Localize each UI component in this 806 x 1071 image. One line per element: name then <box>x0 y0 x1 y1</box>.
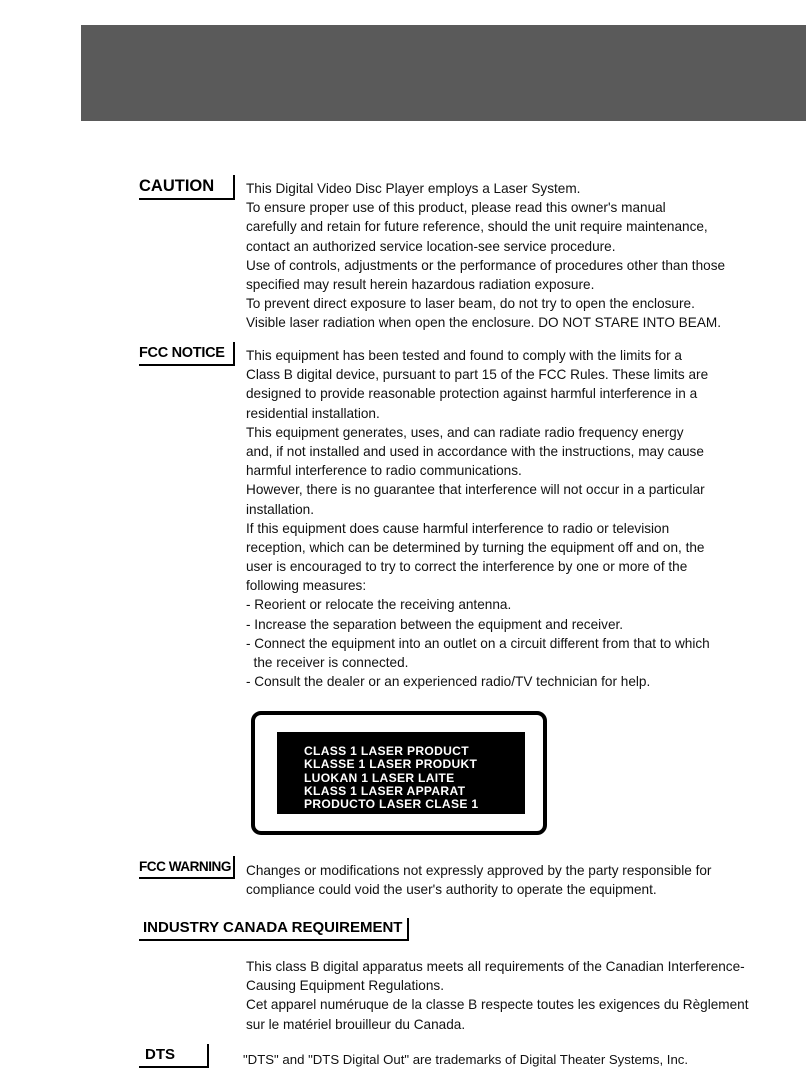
fcc-warning-label <box>139 860 231 874</box>
text-line: harmful interference to radio communications. <box>246 463 522 479</box>
caution-label <box>139 178 214 195</box>
text-line: following measures: <box>246 578 367 594</box>
laser-line: KLASS 1 LASER APPARAT <box>304 783 466 798</box>
header-band <box>81 25 806 121</box>
laser-line: PRODUCTO LASER CLASE 1 <box>304 797 479 812</box>
industry-canada-text <box>246 957 749 1034</box>
text-line: user is encouraged to try to correct the interference by one or more of the <box>246 559 688 575</box>
dts-label <box>145 1047 175 1062</box>
caution-label-text: CAUTION <box>139 177 215 195</box>
laser-label-inner <box>277 732 525 814</box>
text-line: To ensure proper use of this product, please read this owner's manual <box>246 200 666 216</box>
text-line: contact an authorized service location-see service procedure. <box>246 238 616 254</box>
text-line: sur le matériel brouilleur du Canada. <box>246 1016 466 1032</box>
fcc-notice-text <box>246 346 710 691</box>
text-line: - Increase the separation between the equipment and receiver. <box>246 616 624 632</box>
industry-canada-label-text: INDUSTRY CANADA REQUIREMENT <box>143 919 403 936</box>
fcc-notice-underline <box>139 364 235 366</box>
text-line: - Connect the equipment into an outlet on a circuit different from that to which <box>246 635 710 651</box>
text-line: reception, which can be determined by turning the equipment off and on, the <box>246 539 705 555</box>
dts-underline <box>139 1066 209 1068</box>
fcc-notice-label-text: FCC NOTICE <box>139 345 225 361</box>
text-line: designed to provide reasonable protection against harmful interference in a <box>246 386 698 402</box>
text-line: Changes or modifications not expressly approved by the party responsible for <box>246 863 712 878</box>
caution-text <box>246 179 725 333</box>
text-line: This Digital Video Disc Player employs a Laser System. <box>246 181 581 196</box>
text-line: and, if not installed and used in accordance with the instructions, may cause <box>246 443 704 459</box>
text-line: carefully and retain for future reference, should the unit require maintenance, <box>246 219 708 235</box>
text-line: This class B digital apparatus meets all requirements of the Canadian Interference- <box>246 959 745 974</box>
caution-bar <box>233 175 235 200</box>
text-line: installation. <box>246 501 315 517</box>
fcc-notice-bar <box>233 342 235 366</box>
text-line: compliance could void the user's authority to operate the equipment. <box>246 882 657 898</box>
dts-text <box>243 1050 688 1069</box>
text-line: Causing Equipment Regulations. <box>246 978 444 994</box>
dts-label-text: DTS <box>145 1046 175 1063</box>
laser-line: CLASS 1 LASER PRODUCT <box>304 744 469 758</box>
fcc-warning-text <box>246 861 711 899</box>
industry-canada-bar <box>407 918 409 941</box>
laser-line: KLASSE 1 LASER PRODUKT <box>304 757 478 772</box>
caution-underline <box>139 198 235 200</box>
text-line: - Reorient or relocate the receiving antenna. <box>246 597 512 613</box>
industry-canada-underline <box>139 939 409 941</box>
text-line: - Consult the dealer or an experienced radio/TV technician for help. <box>246 674 651 690</box>
text-line: "DTS" and "DTS Digital Out" are trademarks of Digital Theater Systems, Inc. <box>243 1052 689 1067</box>
dts-bar <box>207 1044 209 1068</box>
fcc-warning-label-text: FCC WARNING <box>139 859 231 874</box>
text-line: Use of controls, adjustments or the performance of procedures other than those <box>246 257 726 273</box>
text-line: Cet apparel numéruque de la classe B respecte toutes les exigences du Règlement <box>246 997 749 1013</box>
fcc-notice-label <box>139 346 225 361</box>
text-line: This equipment generates, uses, and can radiate radio frequency energy <box>246 424 684 440</box>
laser-product-label <box>251 711 547 835</box>
text-line: Visible laser radiation when open the enclosure. DO NOT STARE INTO BEAM. <box>246 315 721 331</box>
text-line: Class B digital device, pursuant to part 15 of the FCC Rules. These limits are <box>246 367 709 383</box>
industry-canada-label <box>143 920 402 935</box>
laser-line: LUOKAN 1 LASER LAITE <box>304 770 455 785</box>
text-line: the receiver is connected. <box>246 655 409 670</box>
fcc-warning-bar <box>233 856 235 879</box>
text-line: residential installation. <box>246 405 380 421</box>
text-line: specified may result herein hazardous radiation exposure. <box>246 276 595 292</box>
text-line: To prevent direct exposure to laser beam, do not try to open the enclosure. <box>246 296 695 312</box>
fcc-warning-underline <box>139 877 235 879</box>
text-line: If this equipment does cause harmful interference to radio or television <box>246 520 670 536</box>
text-line: However, there is no guarantee that interference will not occur in a particular <box>246 482 705 498</box>
text-line: This equipment has been tested and found to comply with the limits for a <box>246 348 682 363</box>
